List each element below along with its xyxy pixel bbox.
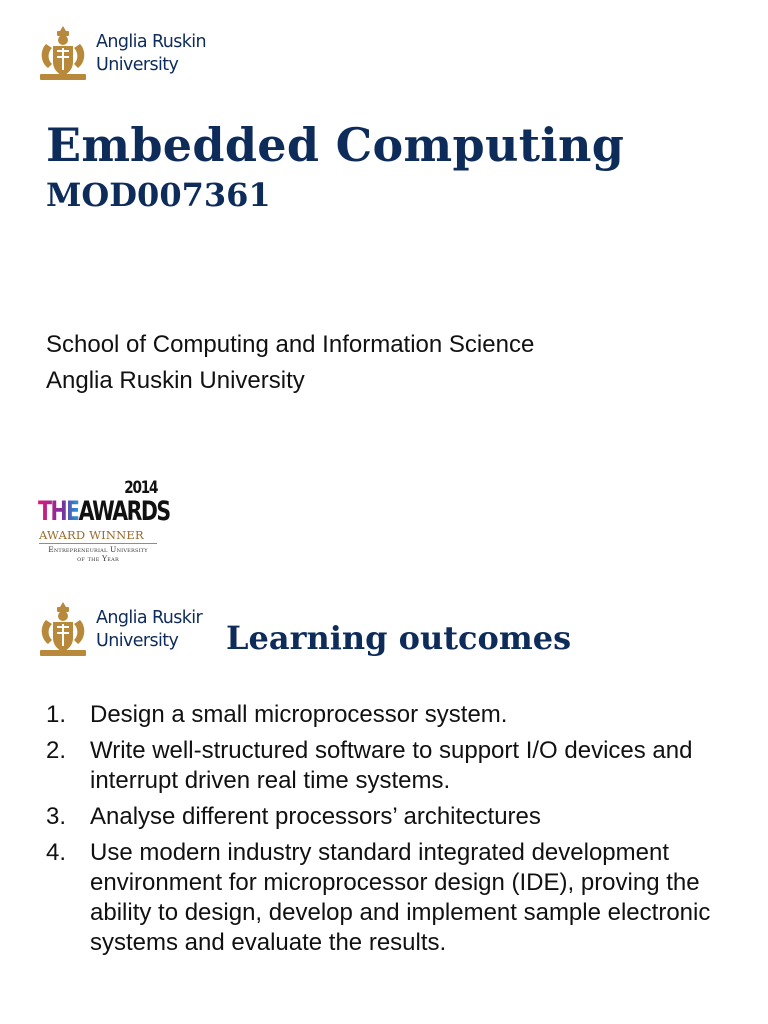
section-title: Learning outcomes	[226, 619, 572, 657]
list-item	[46, 700, 726, 730]
award-winner: AWARD WINNER	[39, 528, 157, 544]
list-item-text: Write well-structured software to support I/O devices and interrupt driven real time systems.	[90, 737, 693, 794]
university-crest-icon	[38, 24, 88, 84]
award-badge	[38, 478, 170, 564]
award-title	[38, 496, 170, 527]
list-item-text: Use modern industry standard integrated development environment for microprocessor design (IDE), proving the ability to design, develop and implement sample electronic systems and evaluate the results.	[90, 839, 711, 956]
affiliation	[46, 327, 534, 399]
university-crest-icon	[38, 600, 88, 660]
list-item-number: 3.	[46, 803, 67, 830]
list-item	[46, 838, 726, 958]
list-item	[46, 802, 726, 832]
logo-line-2: University	[96, 631, 179, 651]
learning-outcomes-list	[46, 700, 726, 964]
page-title: Embedded Computing	[46, 118, 625, 172]
list-item-number: 4.	[46, 839, 67, 866]
university-name: Anglia Ruskin University	[46, 367, 305, 394]
award-year: 2014	[123, 478, 157, 498]
award-subtitle	[38, 545, 158, 563]
university-logo-2	[38, 600, 202, 660]
award-subtitle-line2: of the Year	[77, 554, 119, 563]
school-name: School of Computing and Information Science	[46, 331, 535, 358]
list-item-number: 1.	[46, 701, 67, 728]
logo-line-1: Anglia Ruskir	[96, 608, 203, 628]
list-item-number: 2.	[46, 737, 67, 764]
list-item	[46, 736, 726, 796]
award-awards: AWARDS	[78, 496, 170, 527]
module-code: MOD007361	[46, 176, 271, 214]
logo-line-2: University	[96, 55, 179, 75]
award-subtitle-line1: Entrepreneurial University	[48, 545, 148, 554]
logo-line-1: Anglia Ruskin	[96, 32, 207, 52]
list-item-text: Design a small microprocessor system.	[90, 701, 508, 728]
university-logo	[38, 24, 206, 84]
list-item-text: Analyse different processors’ architectures	[90, 803, 541, 830]
award-the: THE	[38, 496, 79, 527]
